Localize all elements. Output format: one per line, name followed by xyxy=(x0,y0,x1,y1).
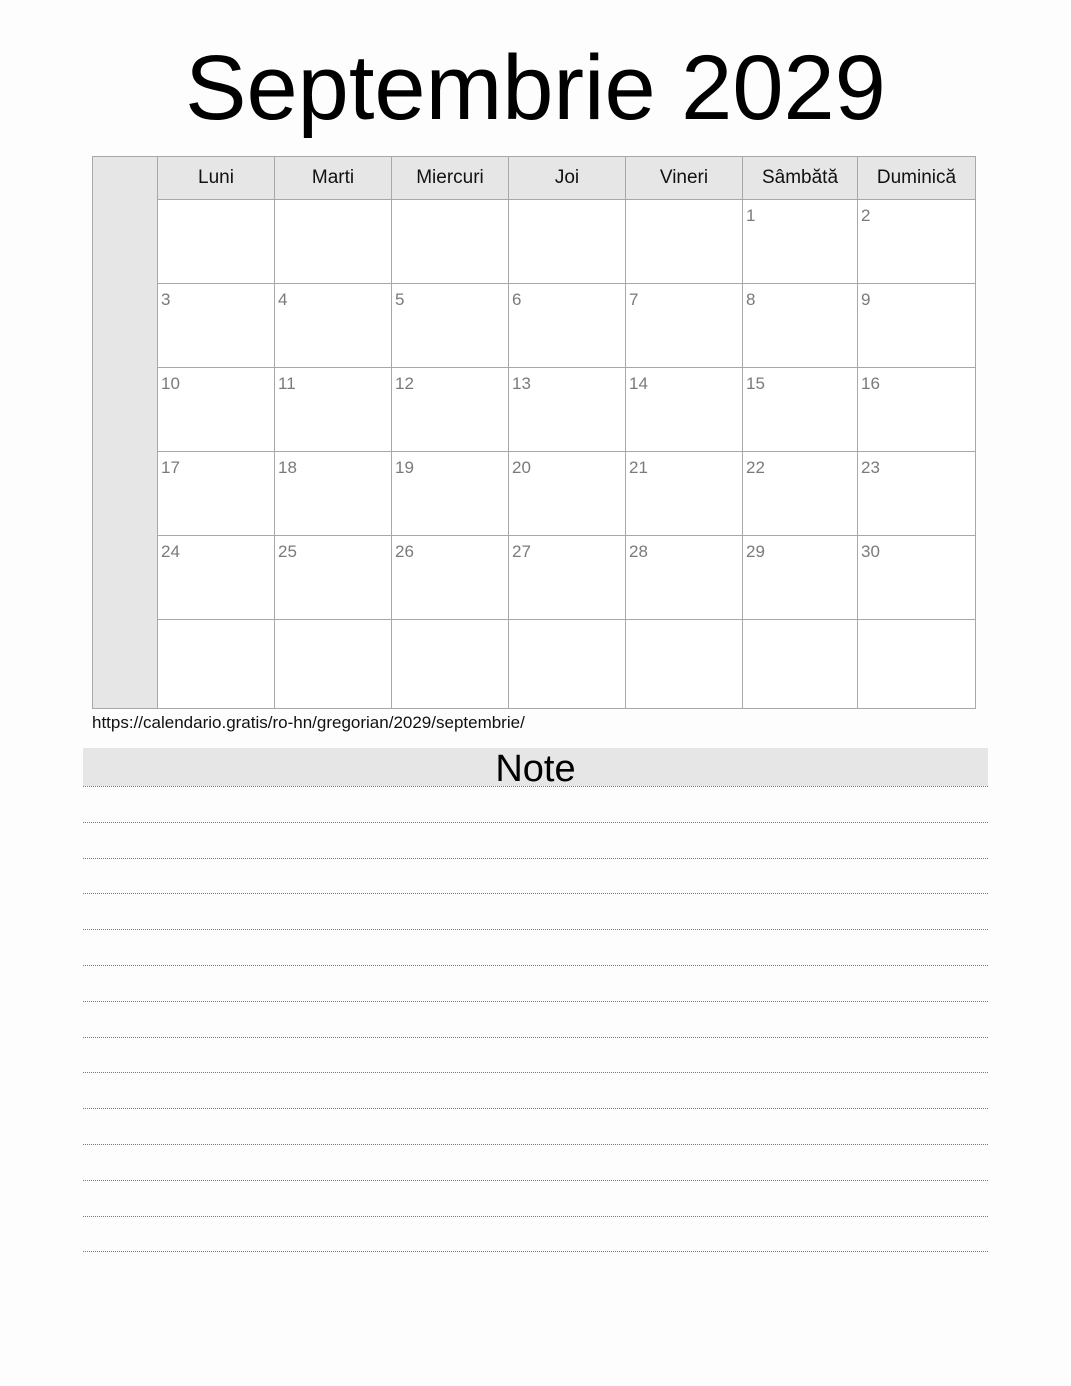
day-cell xyxy=(392,620,509,708)
day-number: 28 xyxy=(629,542,648,561)
day-cell xyxy=(392,368,509,452)
day-cell xyxy=(275,620,392,708)
day-cell xyxy=(858,200,975,284)
day-number: 25 xyxy=(278,542,297,561)
day-number: 6 xyxy=(512,290,522,309)
day-cell xyxy=(626,368,743,452)
note-line xyxy=(83,1108,988,1109)
day-number: 3 xyxy=(161,290,171,309)
day-number: 27 xyxy=(512,542,531,561)
day-cell xyxy=(509,452,626,536)
day-cell xyxy=(858,536,975,620)
note-line xyxy=(83,786,988,787)
note-line xyxy=(83,1001,988,1002)
day-cell xyxy=(509,368,626,452)
day-cell xyxy=(509,620,626,708)
weekday-header: Joi xyxy=(509,157,626,200)
day-cell xyxy=(509,536,626,620)
weekday-header: Luni xyxy=(158,157,275,200)
day-cell xyxy=(626,200,743,284)
day-cell xyxy=(392,200,509,284)
week-number-column xyxy=(93,157,158,708)
day-number: 10 xyxy=(161,374,180,393)
day-number: 16 xyxy=(861,374,880,393)
day-number: 2 xyxy=(861,206,871,225)
day-cell xyxy=(626,284,743,368)
calendar-cells xyxy=(158,157,975,708)
day-number: 15 xyxy=(746,374,765,393)
day-cell xyxy=(158,200,275,284)
day-number: 12 xyxy=(395,374,414,393)
day-cell xyxy=(392,536,509,620)
day-number: 4 xyxy=(278,290,288,309)
day-number: 1 xyxy=(746,206,756,225)
page-title: Septembrie 2029 xyxy=(185,37,886,139)
day-cell xyxy=(743,284,858,368)
day-cell xyxy=(158,452,275,536)
day-cell xyxy=(509,284,626,368)
note-line xyxy=(83,929,988,930)
day-cell xyxy=(158,620,275,708)
day-cell xyxy=(158,368,275,452)
day-number: 9 xyxy=(861,290,871,309)
day-number: 30 xyxy=(861,542,880,561)
day-number: 7 xyxy=(629,290,639,309)
weekday-header: Miercuri xyxy=(392,157,509,200)
day-cell xyxy=(392,452,509,536)
day-cell xyxy=(858,368,975,452)
note-line xyxy=(83,893,988,894)
day-number: 22 xyxy=(746,458,765,477)
day-cell xyxy=(743,536,858,620)
day-cell xyxy=(858,452,975,536)
day-number: 21 xyxy=(629,458,648,477)
calendar-grid xyxy=(92,156,976,709)
day-cell xyxy=(275,452,392,536)
day-number: 19 xyxy=(395,458,414,477)
day-cell xyxy=(626,536,743,620)
notes-title: Note xyxy=(83,748,988,786)
day-cell xyxy=(743,452,858,536)
day-cell xyxy=(858,620,975,708)
weekday-header: Marti xyxy=(275,157,392,200)
day-cell xyxy=(275,368,392,452)
day-cell xyxy=(626,452,743,536)
note-line xyxy=(83,1144,988,1145)
day-number: 17 xyxy=(161,458,180,477)
day-number: 5 xyxy=(395,290,405,309)
weekday-header: Duminică xyxy=(858,157,975,200)
day-number: 23 xyxy=(861,458,880,477)
note-line xyxy=(83,1072,988,1073)
day-cell xyxy=(275,200,392,284)
day-cell xyxy=(743,200,858,284)
day-cell xyxy=(158,536,275,620)
day-cell xyxy=(275,284,392,368)
day-number: 26 xyxy=(395,542,414,561)
day-number: 20 xyxy=(512,458,531,477)
day-number: 14 xyxy=(629,374,648,393)
day-cell xyxy=(275,536,392,620)
day-number: 8 xyxy=(746,290,756,309)
note-line xyxy=(83,858,988,859)
day-cell xyxy=(743,368,858,452)
day-number: 11 xyxy=(278,374,296,393)
day-number: 18 xyxy=(278,458,297,477)
note-line xyxy=(83,1251,988,1252)
note-line xyxy=(83,1216,988,1217)
source-url: https://calendario.gratis/ro-hn/gregorian/2029/septembrie/ xyxy=(92,713,525,732)
day-cell xyxy=(158,284,275,368)
note-line xyxy=(83,1037,988,1038)
day-cell xyxy=(858,284,975,368)
day-cell xyxy=(509,200,626,284)
weekday-header: Vineri xyxy=(626,157,743,200)
weekday-header: Sâmbătă xyxy=(743,157,858,200)
note-line xyxy=(83,1180,988,1181)
day-number: 24 xyxy=(161,542,180,561)
note-line xyxy=(83,965,988,966)
day-number: 13 xyxy=(512,374,531,393)
day-number: 29 xyxy=(746,542,765,561)
day-cell xyxy=(626,620,743,708)
day-cell xyxy=(743,620,858,708)
day-cell xyxy=(392,284,509,368)
note-line xyxy=(83,822,988,823)
